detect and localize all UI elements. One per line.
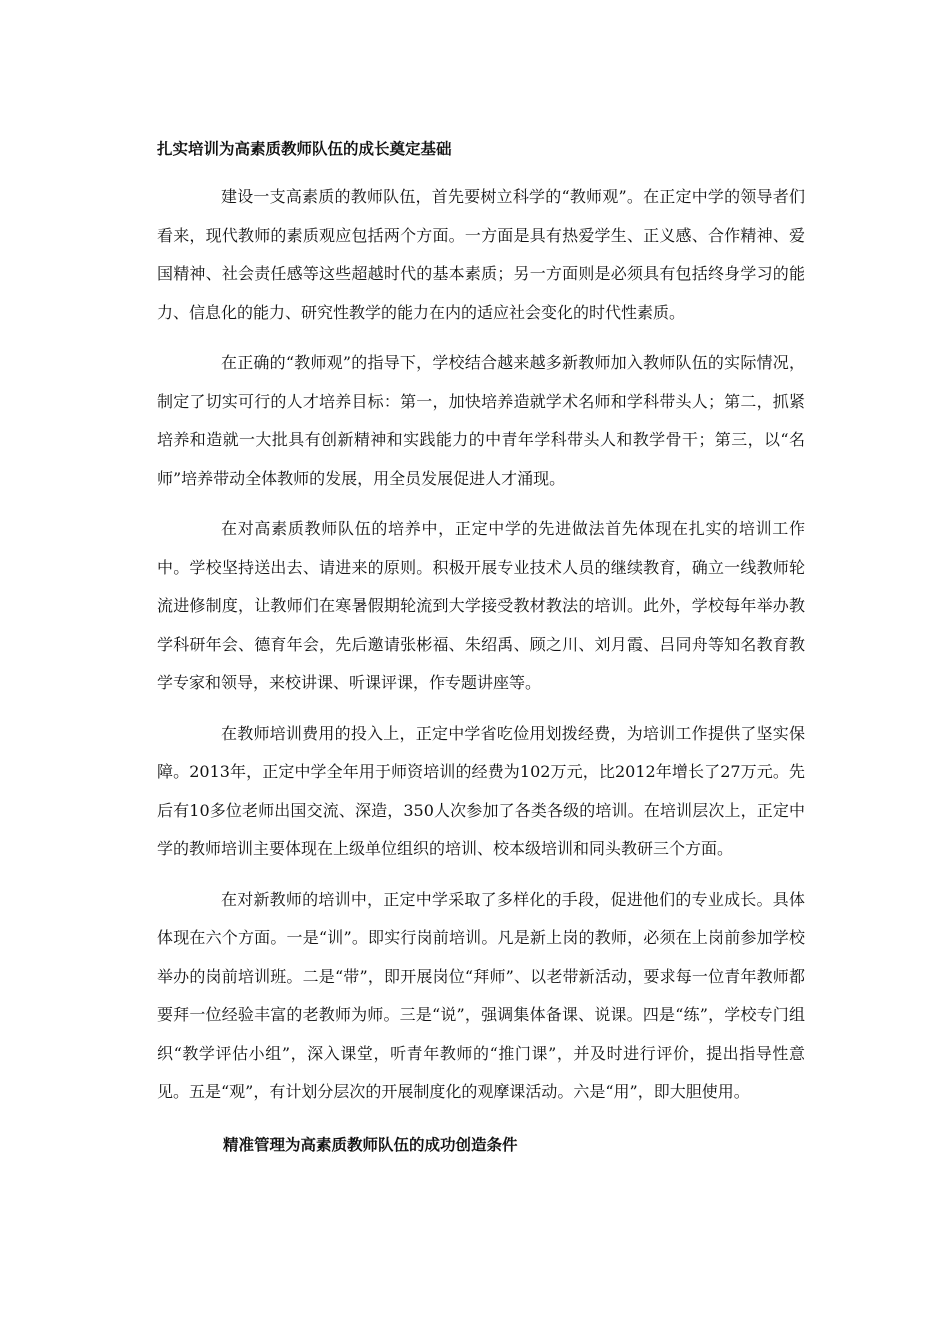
document-page: [157, 128, 805, 1166]
section-heading-training: 扎实培训为高素质教师队伍的成长奠定基础: [157, 140, 452, 158]
paragraph-training-goals: 在正确的“教师观”的指导下，学校结合越来越多新教师加入教师队伍的实际情况，制定了切实可行的人才培养目标：第一，加快培养造就学术名师和学科带头人；第二，抓紧培养和造就一大批具有创新精神和实践能力的中青年学科带头人和教学骨干；第三，以“名师”培养带动全体教师的发展，用全员发展促进人才涌现。: [157, 353, 805, 488]
paragraph-teacher-view: 建设一支高素质的教师队伍，首先要树立科学的“教师观”。在正定中学的领导者们看来，现代教师的素质观应包括两个方面。一方面是具有热爱学生、正义感、合作精神、爱国精神、社会责任感等这些超越时代的基本素质；另一方面则是必须具有包括终身学习的能力、信息化的能力、研究性教学的能力在内的适应社会变化的时代性素质。: [157, 187, 805, 322]
paragraph-training-practice: 在对高素质教师队伍的培养中，正定中学的先进做法首先体现在扎实的培训工作中。学校坚持送出去、请进来的原则。积极开展专业技术人员的继续教育，确立一线教师轮流进修制度，让教师们在寒暑假期轮流到大学接受教材教法的培训。此外，学校每年举办教学科研年会、德育年会，先后邀请张彬福、朱绍禹、顾之川、刘月霞、吕同舟等知名教育教学专家和领导，来校讲课、听课评课，作专题讲座等。: [157, 519, 805, 692]
section-heading-management: 精准管理为高素质教师队伍的成功创造条件: [223, 1135, 518, 1154]
paragraph-training-funding: 在教师培训费用的投入上，正定中学省吃俭用划拨经费，为培训工作提供了坚实保障。2013年，正定中学全年用于师资培训的经费为102万元，比2012年增长了27万元。先后有10多位老师出国交流、深造，350人次参加了各类各级的培训。在培训层次上，正定中学的教师培训主要体现在上级单位组织的培训、校本级培训和同头教研三个方面。: [157, 723, 805, 858]
paragraph-new-teacher-training: 在对新教师的培训中，正定中学采取了多样化的手段，促进他们的专业成长。具体体现在六个方面。一是“训”。即实行岗前培训。凡是新上岗的教师，必须在上岗前参加学校举办的岗前培训班。二是“带”，即开展岗位“拜师”、以老带新活动，要求每一位青年教师都要拜一位经验丰富的老教师为师。三是“说”，强调集体备课、说课。四是“练”，学校专门组织“教学评估小组”，深入课堂，听青年教师的“推门课”，并及时进行评价，提出指导性意见。五是“观”，有计划分层次的开展制度化的观摩课活动。六是“用”，即大胆使用。: [157, 889, 805, 1101]
